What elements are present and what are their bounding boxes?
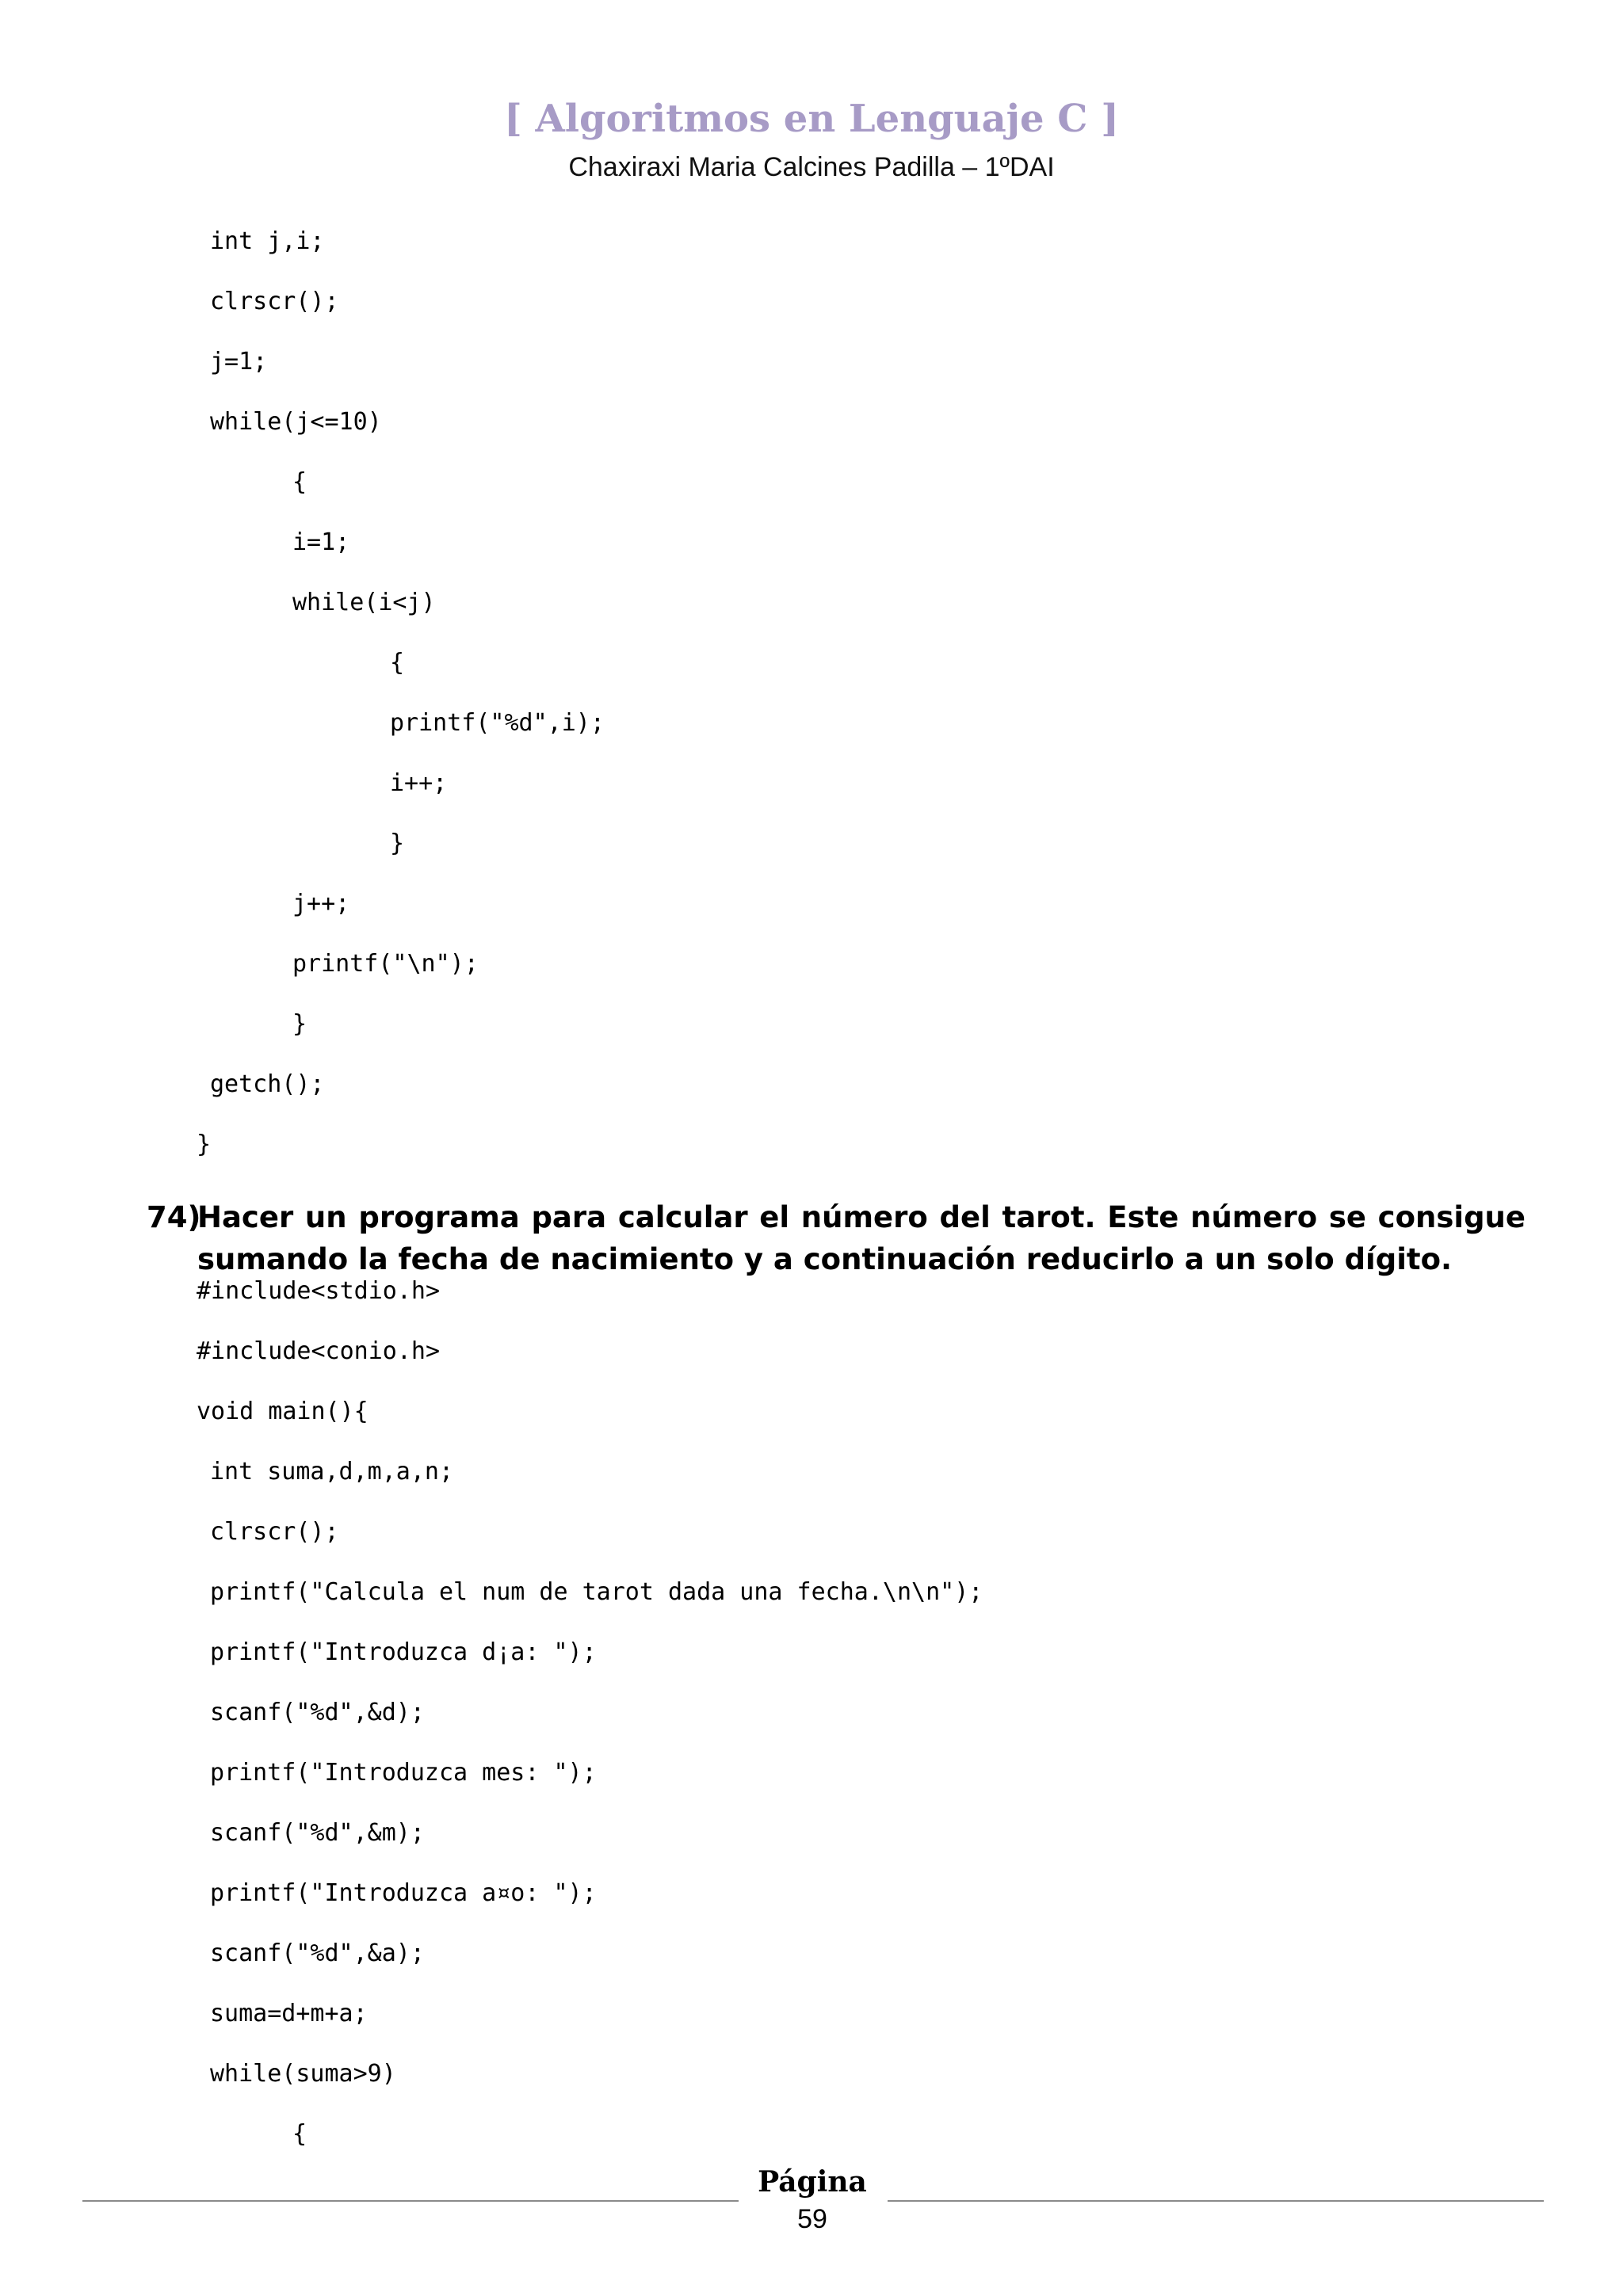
code-line: while(suma>9) (210, 2060, 396, 2088)
code-line: printf("Introduzca mes: "); (210, 1759, 597, 1787)
code-line: printf("Calcula el num de tarot dada una fecha.\n\n"); (210, 1578, 983, 1606)
code-line: printf("\n"); (292, 950, 479, 978)
code-line: clrscr(); (210, 288, 339, 315)
code-line: while(j<=10) (210, 408, 382, 436)
exercise-number: 74) (147, 1200, 201, 1234)
code-line: int j,i; (210, 227, 325, 255)
code-line: suma=d+m+a; (210, 2000, 368, 2027)
code-line: { (292, 2120, 307, 2148)
code-line: { (390, 649, 405, 677)
code-line: { (292, 468, 307, 496)
code-line: #include<stdio.h> (197, 1277, 441, 1305)
exercise-statement (147, 1196, 1526, 1280)
exercise-text: Hacer un programa para calcular el número del tarot. Este número se consigue sumando la fecha de nacimiento y a continuación reducirlo a un solo dígito. (197, 1200, 1526, 1276)
footer-rule-left (82, 2200, 739, 2202)
code-line: j++; (292, 890, 350, 917)
code-line: printf("%d",i); (390, 709, 605, 737)
code-line: clrscr(); (210, 1518, 339, 1546)
footer-rule-right (888, 2200, 1544, 2202)
code-line: } (197, 1131, 212, 1158)
code-line: #include<conio.h> (197, 1337, 441, 1365)
footer-page-label: Página (758, 2165, 867, 2199)
code-line: void main(){ (197, 1398, 369, 1425)
page-header-title: [ Algoritmos en Lenguaje C ] (504, 97, 1119, 141)
code-line: i++; (390, 769, 448, 797)
code-line: scanf("%d",&d); (210, 1699, 425, 1726)
code-line: printf("Introduzca d¡a: "); (210, 1638, 597, 1666)
code-line: i=1; (292, 528, 350, 556)
code-line: j=1; (210, 348, 268, 376)
page-header-author: Chaxiraxi Maria Calcines Padilla – 1ºDAI (568, 152, 1055, 182)
footer-page-number: 59 (797, 2204, 827, 2234)
code-line: int suma,d,m,a,n; (210, 1458, 454, 1486)
code-line: scanf("%d",&a); (210, 1939, 425, 1967)
code-line: } (390, 830, 405, 857)
code-line: getch(); (210, 1070, 325, 1098)
code-line: } (292, 1010, 307, 1038)
code-line: printf("Introduzca a¤o: "); (210, 1879, 597, 1907)
code-line: scanf("%d",&m); (210, 1819, 425, 1847)
code-line: while(i<j) (292, 589, 436, 616)
